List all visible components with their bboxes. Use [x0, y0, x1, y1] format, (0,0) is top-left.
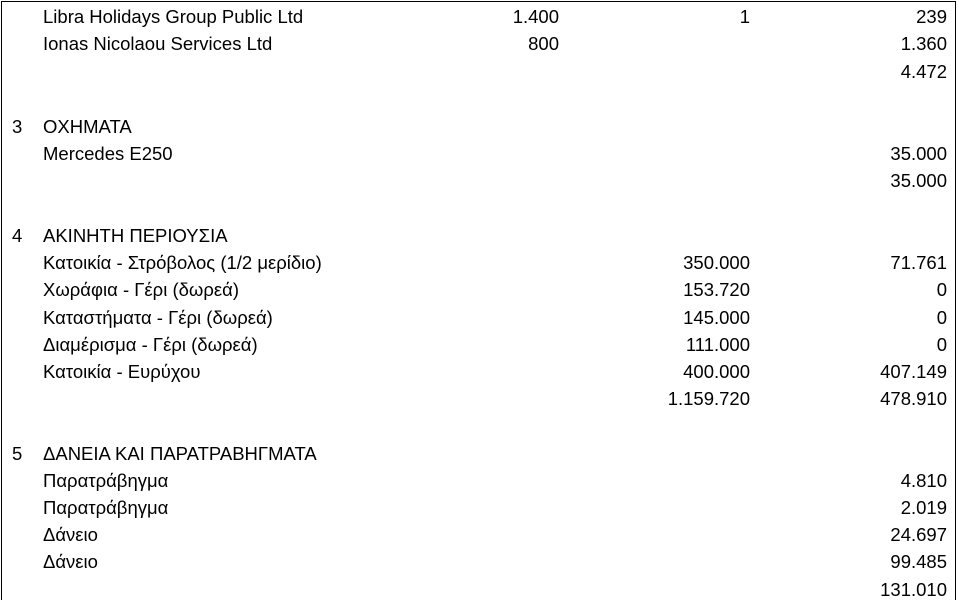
- section-total-col3: 478.910: [880, 388, 947, 409]
- row-value-col3: 0: [936, 307, 947, 328]
- section-title: ΔΑΝΕΙΑ ΚΑΙ ΠΑΡΑΤΡΑΒΗΓΜΑΤΑ: [43, 443, 317, 464]
- row-value-col3: 71.761: [890, 252, 947, 273]
- row-label: Διαμέρισμα - Γέρι (δωρεά): [43, 334, 258, 355]
- row-value-col3: 1.360: [900, 33, 947, 54]
- row-value-col1: 800: [528, 33, 559, 54]
- row-value-col3: 239: [916, 6, 947, 27]
- table-row: [0, 276, 959, 303]
- row-value-col2: 1: [739, 6, 750, 27]
- row-value-col3: 4.810: [900, 470, 947, 491]
- row-label: Καταστήματα - Γέρι (δωρεά): [43, 307, 273, 328]
- table-row: [0, 548, 959, 575]
- row-label: Χωράφια - Γέρι (δωρεά): [43, 279, 239, 300]
- table-row: [0, 521, 959, 548]
- row-value-col1: 1.400: [512, 6, 559, 27]
- table-row: [0, 140, 959, 167]
- section-header: [0, 222, 959, 249]
- total-row: [0, 167, 959, 194]
- row-value-col2: 400.000: [683, 361, 750, 382]
- row-label: Δάνειο: [43, 551, 98, 572]
- row-value-col2: 111.000: [685, 334, 750, 355]
- section-title: ΟΧΗΜΑΤΑ: [43, 116, 132, 137]
- row-value-col2: 145.000: [683, 307, 750, 328]
- row-value-col2: 350.000: [683, 252, 750, 273]
- section-header: [0, 440, 959, 467]
- row-value-col3: 407.149: [880, 361, 947, 382]
- table-row: [0, 331, 959, 358]
- section-number: 5: [12, 443, 23, 464]
- row-value-col2: 153.720: [683, 279, 750, 300]
- table-row: [0, 249, 959, 276]
- total-row: [0, 576, 959, 603]
- section-number: 4: [12, 225, 23, 246]
- row-value-col3: 2.019: [900, 497, 947, 518]
- table-row: [0, 3, 959, 30]
- table-row: [0, 467, 959, 494]
- section-header: [0, 113, 959, 140]
- row-value-col3: 35.000: [890, 143, 947, 164]
- section-title: ΑΚΙΝΗΤΗ ΠΕΡΙΟΥΣΙΑ: [43, 225, 228, 246]
- table-row: [0, 358, 959, 385]
- row-label: Ionas Nicolaou Services Ltd: [43, 33, 273, 54]
- total-row: [0, 58, 959, 85]
- row-label: Κατοικία - Στρόβολος (1/2 μερίδιο): [43, 252, 322, 273]
- row-label: Δάνειο: [43, 524, 98, 545]
- table-row: [0, 494, 959, 521]
- row-label: Libra Holidays Group Public Ltd: [43, 6, 304, 27]
- row-label: Παρατράβηγμα: [43, 497, 169, 518]
- row-label: Κατοικία - Ευρύχου: [43, 361, 201, 382]
- table-row: [0, 30, 959, 57]
- section-number: 3: [12, 116, 23, 137]
- row-value-col3: 0: [936, 279, 947, 300]
- row-value-col3: 0: [936, 334, 947, 355]
- section-total: 4.472: [900, 61, 947, 82]
- section-total: 131.010: [880, 579, 947, 600]
- total-row: [0, 385, 959, 412]
- table-row: [0, 304, 959, 331]
- section-total-col2: 1.159.720: [667, 388, 750, 409]
- row-value-col3: 24.697: [890, 524, 947, 545]
- row-value-col3: 99.485: [890, 551, 947, 572]
- row-label: Παρατράβηγμα: [43, 470, 169, 491]
- section-total: 35.000: [890, 170, 947, 191]
- row-label: Mercedes E250: [43, 143, 173, 164]
